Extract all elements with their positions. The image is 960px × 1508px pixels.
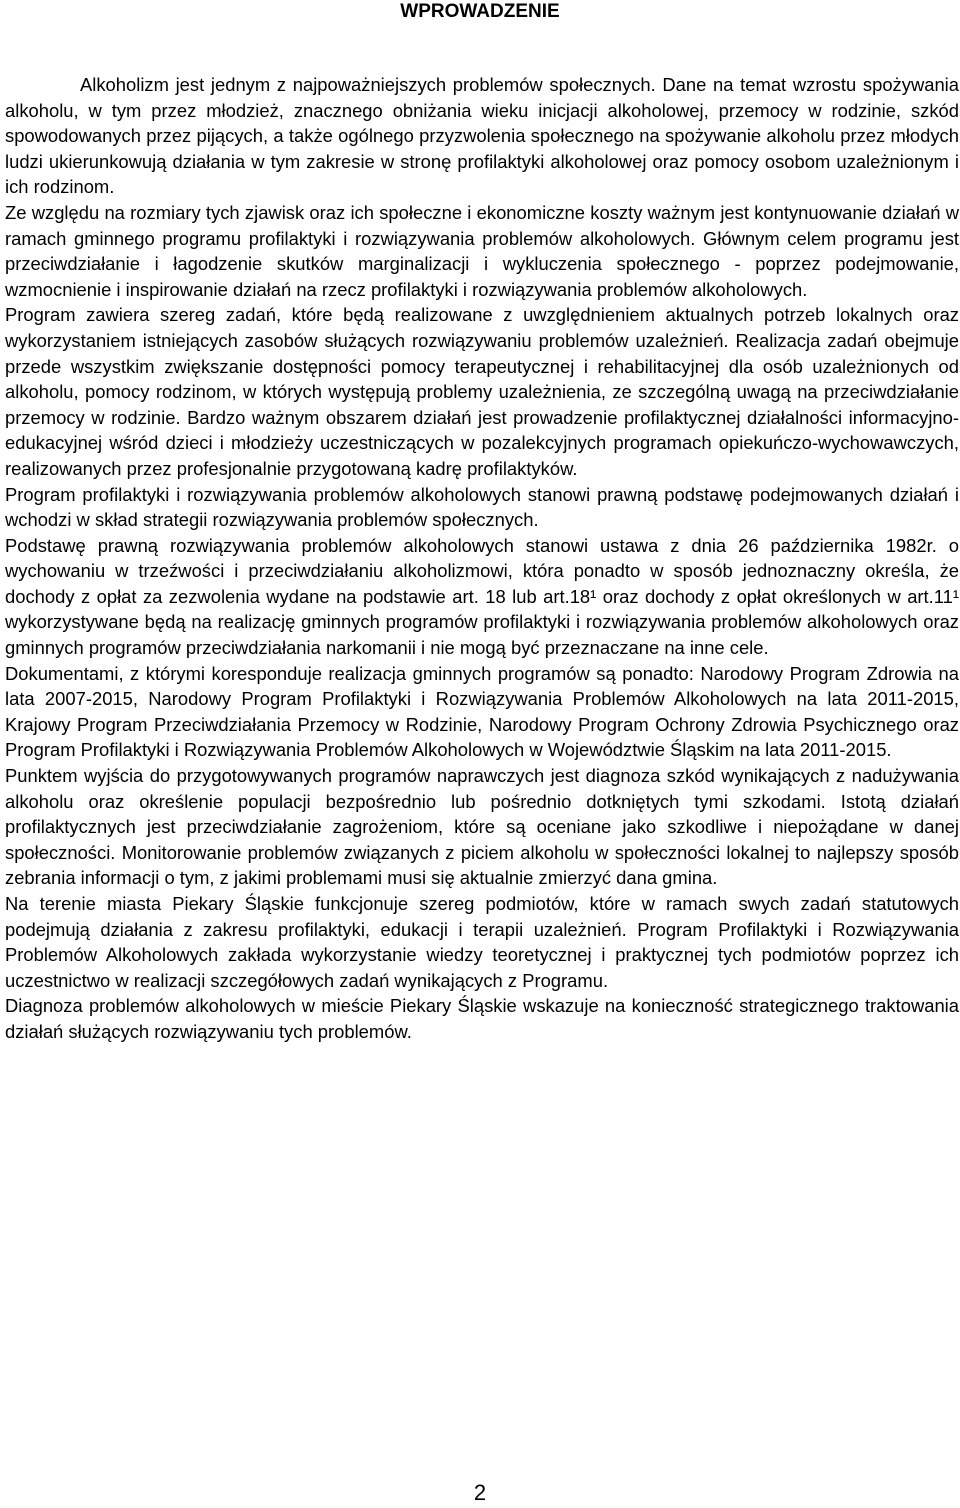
paragraph-intro: Alkoholizm jest jednym z najpoważniejszych problemów społecznych. Dane na temat wzrostu spożywania alkoholu, w tym przez młodzież, znacznego obniżania wieku inicjacji alkoholowej, przemocy w rodzinie, szkód spowodowanych przez pijących, a także ogólnego przyzwolenia społecznego na spożywanie alkoholu przez młodych ludzi ukierunkowują działania w tym zakresie w stronę profilaktyki alkoholowej oraz pomocy osobom uzależnionym i ich rodzinom. <box>5 74 959 198</box>
paragraph-act: Podstawę prawną rozwiązywania problemów alkoholowych stanowi ustawa z dnia 26 października 1982r. o wychowaniu w trzeźwości i przeciwdziałaniu alkoholizmowi, która ponadto w sposób jednoznaczny określa, że dochody z opłat za zezwolenia wydane na podstawie art. 18 lub art.18¹ oraz dochody z opłat określonych w art.11¹ wykorzystywane będą na realizację gminnych programów profilaktyki i rozwiązywania problemów alkoholowych oraz gminnych programów przeciwdziałania narkomanii i nie mogą być przeznaczane na inne cele. <box>5 534 959 659</box>
paragraph-entities: Na terenie miasta Piekary Śląskie funkcjonuje szereg podmiotów, które w ramach swych zadań statutowych podejmują działania z zakresu profilaktyki, edukacji i terapii uzależnień. Program Profilaktyki i Rozwiązywania Problemów Alkoholowych zakłada wykorzystanie wiedzy teoretycznej i praktycznej tych podmiotów poprzez ich uczestnictwo w realizacji szczegółowych zadań wynikających z Programu. <box>5 893 959 991</box>
paragraph-legal-basis: Program profilaktyki i rozwiązywania problemów alkoholowych stanowi prawną podstawę podejmowanych działań i wchodzi w skład strategii rozwiązywania problemów społecznych. <box>5 483 959 531</box>
page-number: 2 <box>473 1480 487 1505</box>
paragraph-tasks: Program zawiera szereg zadań, które będą realizowane z uwzględnieniem aktualnych potrzeb lokalnych oraz wykorzystaniem istniejących zasobów służących rozwiązywaniu problemów uzależnień. Realizacja zadań obejmuje przede wszystkim zwiększanie dostępności pomocy terapeutycznej i rehabilitacyjnej dla osób uzależnionych od alkoholu, pomocy rodzinom, w których występują problemy uzależnienia, ze szczególną uwagą na przeciwdziałanie przemocy w rodzinie. Bardzo ważnym obszarem działań jest prowadzenie profilaktycznej działalności informacyjno-edukacyjnej wśród dzieci i młodzieży uczestniczących w pozalekcyjnych programach opiekuńczo-wychowawczych, realizowanych przez profesjonalnie przygotowaną kadrę profilaktyków. <box>5 304 959 479</box>
page-title: WPROWADZENIE <box>400 1 560 22</box>
paragraph-documents: Dokumentami, z którymi koresponduje realizacja gminnych programów są ponadto: Narodowy Program Zdrowia na lata 2007-2015, Narodowy Program Profilaktyki i Rozwiązywania Problemów Alkoholowych na lata 2011-2015, Krajowy Program Przeciwdziałania Przemocy w Rodzinie, Narodowy Program Ochrony Zdrowia Psychicznego oraz Program Profilaktyki i Rozwiązywania Problemów Alkoholowych w Województwie Śląskim na lata 2011-2015. <box>5 662 959 761</box>
document-body <box>5 72 959 1045</box>
paragraph-conclusion: Diagnoza problemów alkoholowych w mieście Piekary Śląskie wskazuje na konieczność strategicznego traktowania działań służących rozwiązywaniu tych problemów. <box>5 995 959 1042</box>
paragraph-diagnosis-basis: Punktem wyjścia do przygotowywanych programów naprawczych jest diagnoza szkód wynikających z nadużywania alkoholu oraz określenie populacji bezpośrednio lub pośrednio dotkniętych tymi szkodami. Istotą działań profilaktycznych jest przeciwdziałanie zagrożeniom, które są oceniane jako szkodliwe i niepożądane w danej społeczności. Monitorowanie problemów związanych z piciem alkoholu w społeczności lokalnej to najlepszy sposób zebrania informacji o tym, z jakimi problemami musi się aktualnie zmierzyć dana gmina. <box>5 765 959 889</box>
paragraph-goals: Ze względu na rozmiary tych zjawisk oraz ich społeczne i ekonomiczne koszty ważnym jest kontynuowanie działań w ramach gminnego programu profilaktyki i rozwiązywania problemów alkoholowych. Głównym celem programu jest przeciwdziałanie i łagodzenie skutków marginalizacji i wykluczenia społecznego - poprzez podejmowanie, wzmocnienie i inspirowanie działań na rzecz profilaktyki i rozwiązywania problemów alkoholowych. <box>5 201 959 300</box>
